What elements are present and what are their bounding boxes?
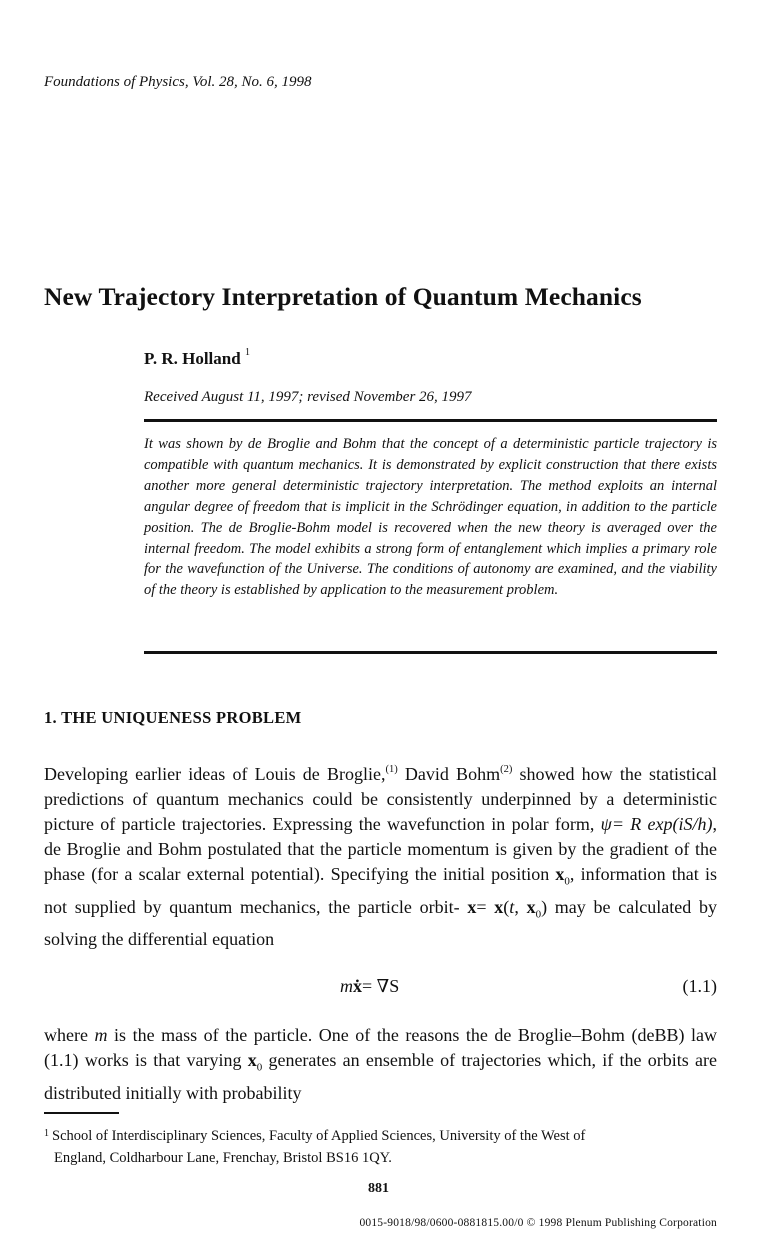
footnote-line-2: England, Coldharbour Lane, Frenchay, Bristol BS16 1QY. xyxy=(54,1150,392,1166)
polar-form-equation: ψ= R exp(iS/h) xyxy=(600,814,713,834)
footnote xyxy=(44,1126,717,1169)
page-number: 881 xyxy=(368,1181,389,1196)
abstract: It was shown by de Broglie and Bohm that the concept of a deterministic particle trajectory is compatible with quantum mechanics. It is demonstrated by explicit construction that there exists another more general deterministic trajectory interpretation. The method exploits an internal angular degree of freedom that is implicit in the Schrödinger equation, in addition to the particle position. The de Broglie-Bohm model is recovered when the new theory is averaged over the internal freedom. The model exhibits a strong form of entanglement which implies a primary role for the wavefunction of the Universe. The conditions of autonomy are examined, and the viability of the theory is established by application to the measurement problem. xyxy=(144,436,717,599)
journal-citation: Foundations of Physics, Vol. 28, No. 6, 1998 xyxy=(44,74,312,90)
body-paragraph-1: Developing earlier ideas of Louis de Broglie,$^{(1)}$ David Bohm$^{(2)}$ showed how the statistical predictions of quantum mechanics could be consistently underpinned by a deterministic picture of particle trajectories. Expressing the wavefunction in polar form, ψ= R exp(iS/h), de Broglie and Bohm postulated that the particle momentum is given by the gradient of the phase (for a scalar external potential). Specifying the initial position $x_0$, information that is not supplied by quantum mechanics, the particle orbit- x= x(t, $x_0$) may be calculated by solving the differential equation xyxy=(44,764,718,950)
citation-ref-1: (1) xyxy=(385,764,398,775)
citation-ref-2: (2) xyxy=(500,764,513,775)
equation-body: mẋ= ∇S xyxy=(340,976,400,996)
footnote-rule xyxy=(44,1112,119,1114)
body-paragraph-2: where m is the mass of the particle. One of the reasons the de Broglie–Bohm (deBB) law (1.1) works is that varying $x_0$ generates an ensemble of trajectories which, if the orbits are distributed initially with probability xyxy=(44,1025,717,1103)
footnote-mark: 1 xyxy=(44,1128,49,1139)
copyright-line: 0015-9018/98/0600-0881815.00/0 © 1998 Plenum Publishing Corporation xyxy=(359,1217,717,1229)
author-line xyxy=(144,349,250,369)
received-dates: Received August 11, 1997; revised November 26, 1997 xyxy=(144,389,472,405)
footnote-line-1: School of Interdisciplinary Sciences, Faculty of Applied Sciences, University of the West of xyxy=(52,1128,586,1144)
paper-title: New Trajectory Interpretation of Quantum Mechanics xyxy=(44,282,642,311)
equation-number: (1.1) xyxy=(682,976,717,996)
abstract-bottom-rule xyxy=(144,651,717,654)
abstract-top-rule xyxy=(144,419,717,422)
author-name: P. R. Holland xyxy=(144,349,241,368)
author-footnote-mark: 1 xyxy=(244,347,250,359)
section-heading: 1. THE UNIQUENESS PROBLEM xyxy=(44,708,302,727)
